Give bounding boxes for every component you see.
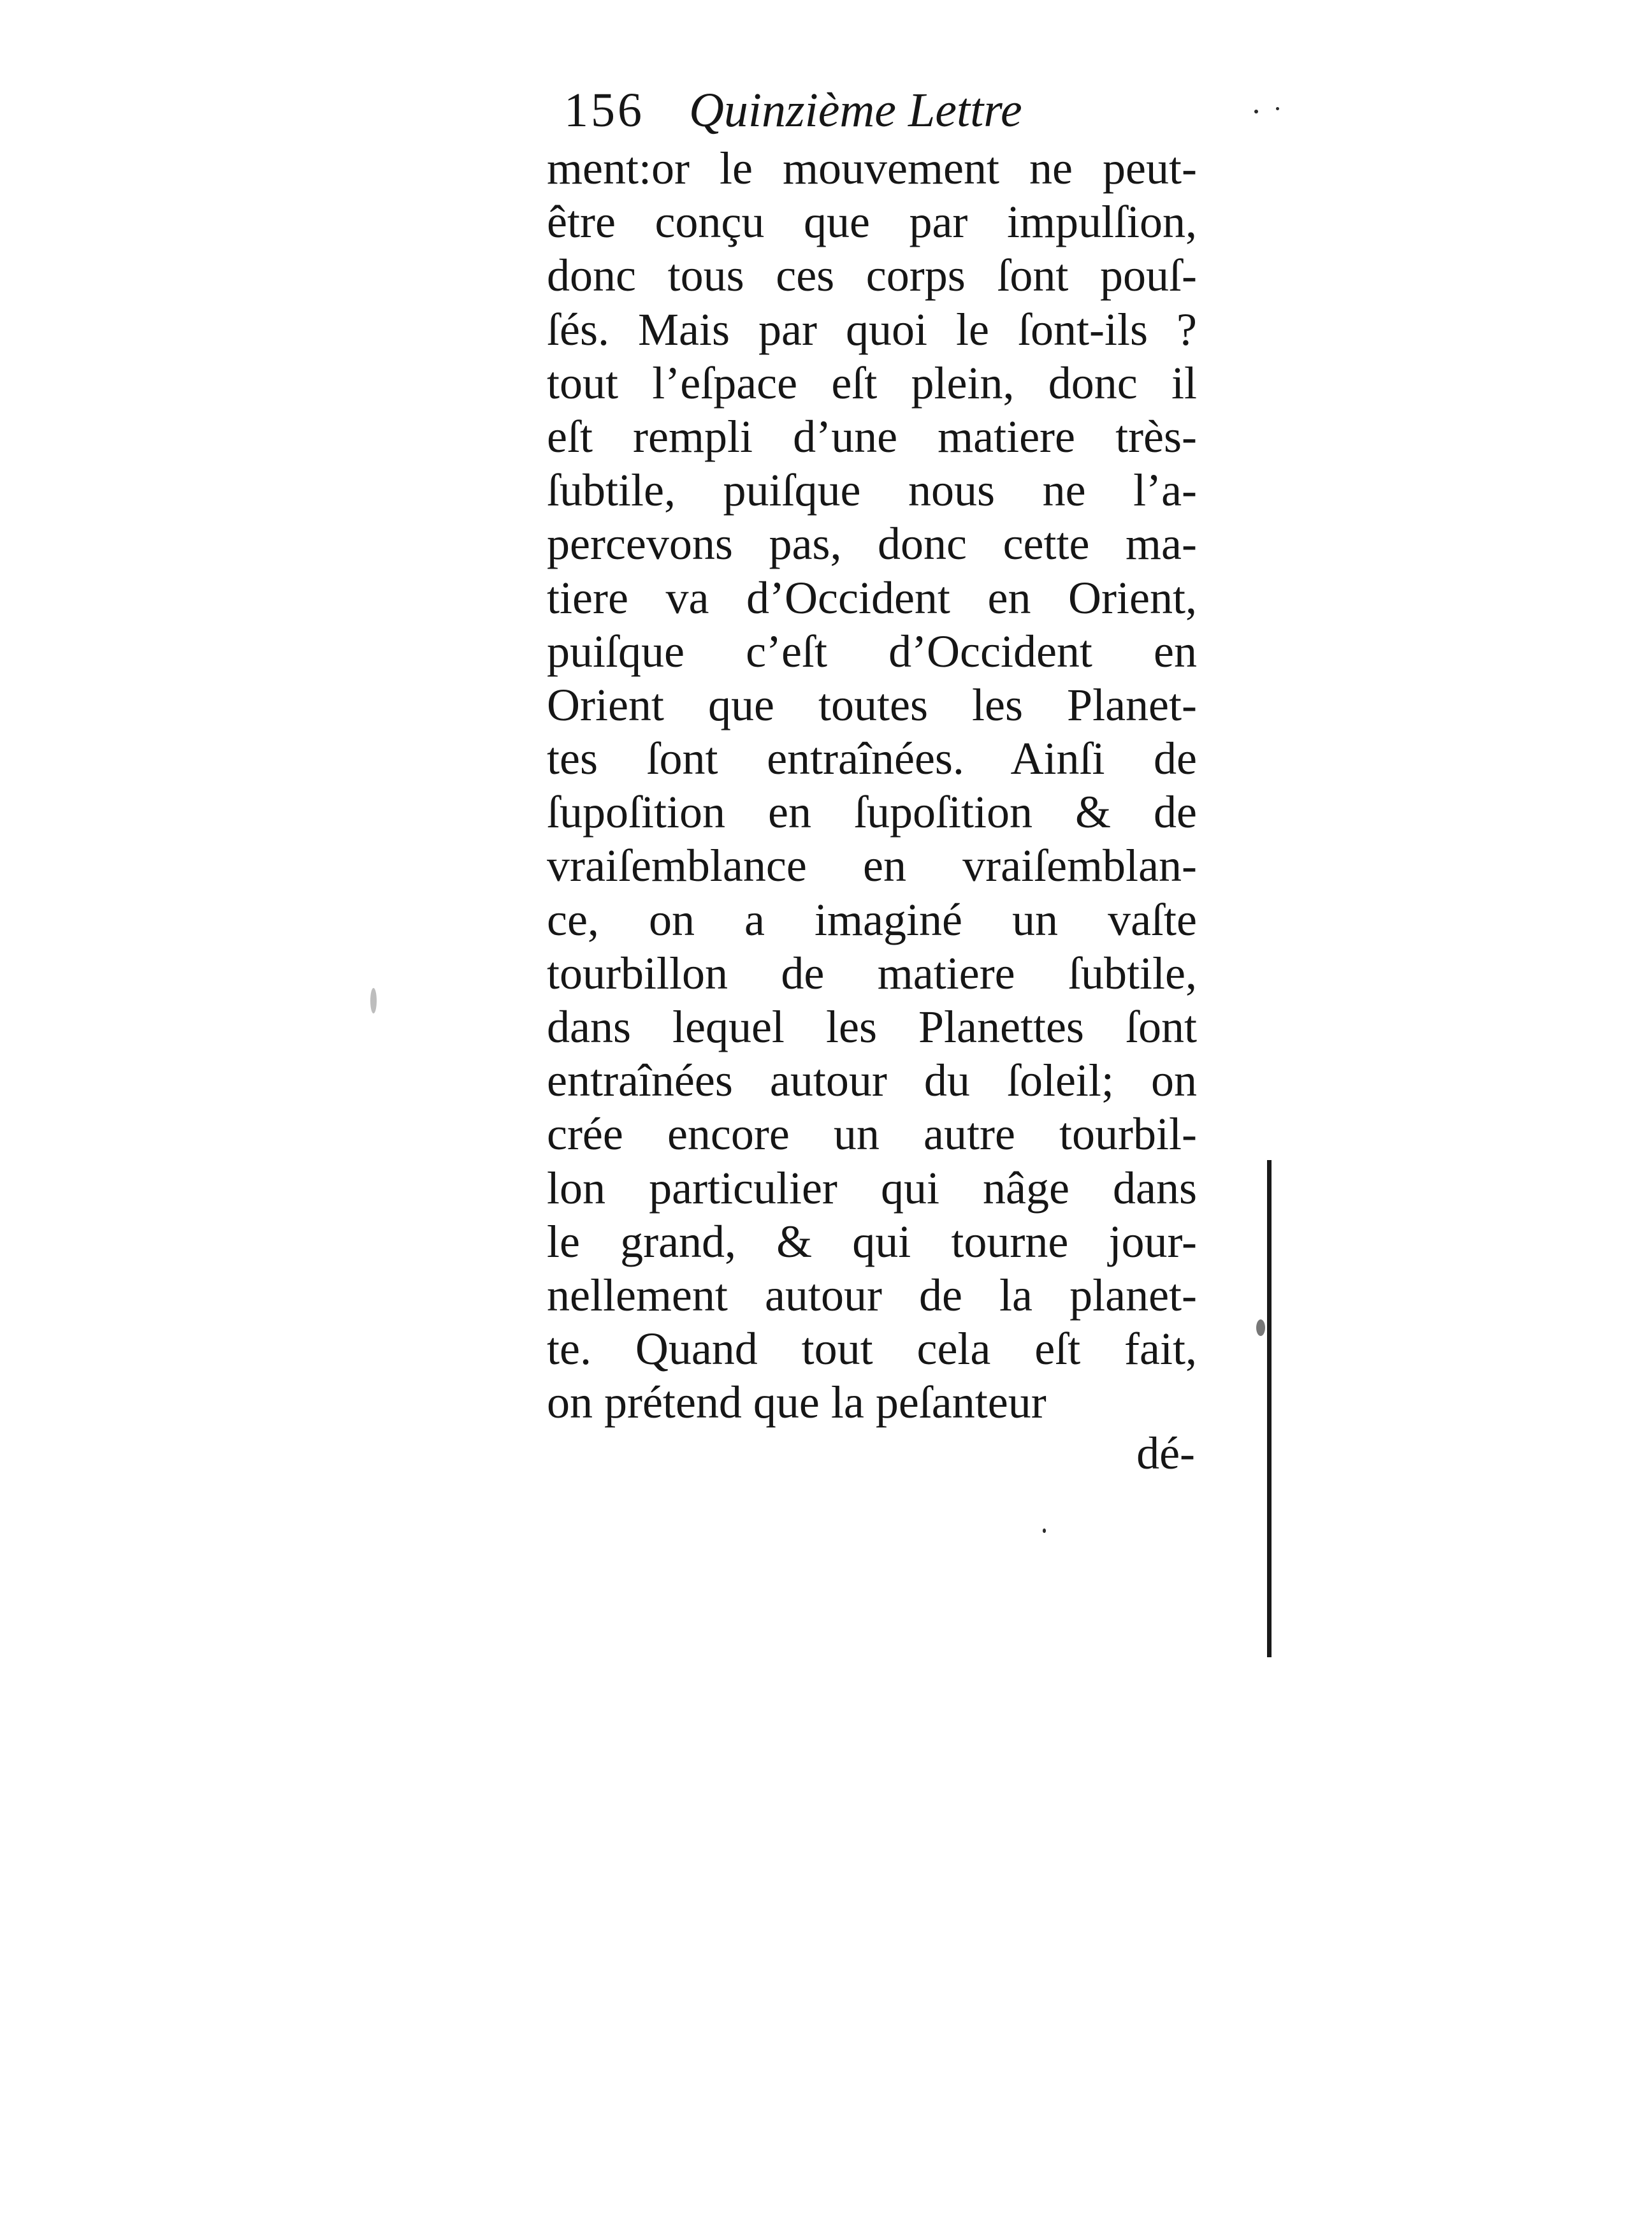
print-speck (1276, 107, 1279, 110)
text-line: crée encore un autre tourbil- (547, 1108, 1197, 1160)
text-line: tourbillon de matiere ſubtile, (547, 947, 1197, 999)
text-line: vraiſemblance en vraiſemblan- (547, 840, 1197, 892)
text-line: ce, on a imaginé un vaſte (547, 894, 1197, 945)
text-line: eſt rempli d’une matiere très- (547, 410, 1197, 462)
text-line: tout l’eſpace eſt plein, donc il (547, 357, 1197, 409)
text-line: lon particulier qui nâge dans (547, 1162, 1197, 1214)
text-line: te. Quand tout cela eſt fait, (547, 1323, 1197, 1375)
text-line: dans lequel les Planettes ſont (547, 1001, 1197, 1052)
page-edge-shadow (1267, 1160, 1272, 1657)
text-line: être conçu que par impulſion, (547, 196, 1197, 248)
print-speck (1043, 1528, 1046, 1533)
text-line: ſupoſition en ſupoſition & de (547, 787, 1197, 838)
text-line: entraînées autour du ſoleil; on (547, 1055, 1197, 1107)
text-line: ment:or le mouvement ne peut- (547, 143, 1197, 194)
text-line: tiere va d’Occident en Orient, (547, 572, 1197, 623)
text-line: Orient que toutes les Planet- (547, 679, 1197, 730)
text-line: on prétend que la peſanteur (547, 1377, 1047, 1428)
text-line: nellement autour de la planet- (547, 1269, 1197, 1321)
print-speck (1254, 110, 1258, 113)
print-speck (370, 988, 377, 1013)
page-number: 156 (564, 83, 644, 137)
body-text (547, 142, 1197, 1430)
running-head (564, 75, 1189, 145)
print-speck (1256, 1319, 1265, 1336)
text-line: le grand, & qui tourne jour- (547, 1216, 1197, 1267)
text-line: tes ſont entraînées. Ainſi de (547, 733, 1197, 785)
catchword: dé- (1136, 1428, 1195, 1479)
text-line: percevons pas, donc cette ma- (547, 518, 1197, 570)
text-line: ſubtile, puiſque nous ne l’a- (547, 465, 1197, 516)
text-line: puiſque c’eſt d’Occident en (547, 625, 1197, 677)
text-line: ſés. Mais par quoi le ſont-ils ? (547, 303, 1197, 355)
text-line: donc tous ces corps ſont pouſ- (547, 250, 1197, 301)
running-title: Quinzième Lettre (689, 83, 1022, 137)
